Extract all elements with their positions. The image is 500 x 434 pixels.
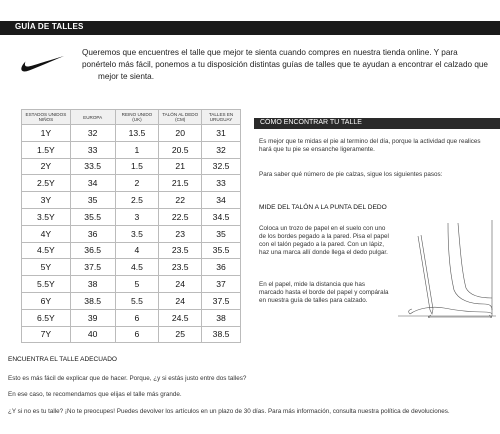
table-cell-eu-size: 32 bbox=[70, 125, 115, 142]
table-cell-eu-size: 34 bbox=[70, 175, 115, 192]
table-cell-eu-size: 35 bbox=[70, 192, 115, 209]
table-row bbox=[22, 208, 241, 225]
foot-measure-illustration bbox=[388, 218, 498, 318]
table-cell-us-size: 5.5Y bbox=[22, 276, 71, 293]
table-cell-us-size: 3Y bbox=[22, 192, 71, 209]
table-cell-eu-size: 35.5 bbox=[70, 208, 115, 225]
table-cell-uy-size: 38 bbox=[202, 309, 241, 326]
table-cell-eu-size: 38.5 bbox=[70, 292, 115, 309]
intro-text bbox=[82, 47, 492, 83]
how-to-paragraph: Para saber qué número de pie calzas, sigue los siguientes pasos: bbox=[259, 171, 443, 178]
table-cell-uk-size: 6 bbox=[115, 309, 159, 326]
table-cell-cm-size: 20 bbox=[159, 125, 202, 142]
table-cell-uy-size: 37.5 bbox=[202, 292, 241, 309]
table-cell-us-size: 4.5Y bbox=[22, 242, 71, 259]
table-cell-uk-size: 13.5 bbox=[115, 125, 159, 142]
table-cell-cm-size: 23 bbox=[159, 225, 202, 242]
table-cell-uy-size: 34.5 bbox=[202, 208, 241, 225]
table-row bbox=[22, 225, 241, 242]
table-cell-uk-size: 1.5 bbox=[115, 158, 159, 175]
table-cell-eu-size: 38 bbox=[70, 276, 115, 293]
table-cell-uy-size: 34 bbox=[202, 192, 241, 209]
table-cell-uk-size: 3 bbox=[115, 208, 159, 225]
table-cell-uy-size: 32.5 bbox=[202, 158, 241, 175]
table-cell-cm-size: 23.5 bbox=[159, 242, 202, 259]
table-cell-us-size: 6Y bbox=[22, 292, 71, 309]
table-cell-cm-size: 20.5 bbox=[159, 141, 202, 158]
table-cell-eu-size: 33 bbox=[70, 141, 115, 158]
table-cell-uk-size: 6 bbox=[115, 326, 159, 343]
table-cell-uk-size: 2.5 bbox=[115, 192, 159, 209]
bottom-text-line: ¿Y si no es tu talle? ¡No te preocupes! Puedes devolver los artículos en un plazo de 30 días. Para más información, consulta nuestra política de devoluciones. bbox=[8, 408, 450, 415]
table-cell-cm-size: 21.5 bbox=[159, 175, 202, 192]
table-cell-uy-size: 35 bbox=[202, 225, 241, 242]
table-cell-eu-size: 36 bbox=[70, 225, 115, 242]
table-cell-cm-size: 22.5 bbox=[159, 208, 202, 225]
table-cell-cm-size: 22 bbox=[159, 192, 202, 209]
table-cell-uk-size: 2 bbox=[115, 175, 159, 192]
intro-line: ponértelo más fácil, ponemos a tu disposición distintas guías de talles que te ayudan a encontrar el calzado que bbox=[82, 60, 488, 69]
table-cell-eu-size: 33.5 bbox=[70, 158, 115, 175]
size-table bbox=[21, 109, 241, 343]
table-row bbox=[22, 141, 241, 158]
intro-line: mejor te sienta. bbox=[98, 72, 154, 81]
table-row bbox=[22, 125, 241, 142]
column-header-cm: TALÓN AL DEDO (CM) bbox=[159, 110, 202, 125]
table-row bbox=[22, 326, 241, 343]
table-row bbox=[22, 242, 241, 259]
how-to-paragraph: Es mejor que te midas el pie al termino del día, porque la actividad que realices hará que tu pie se ensanche ligeramente. bbox=[259, 138, 481, 153]
how-to-paragraph: En el papel, mide la distancia que has marcado hasta el borde del papel y compárala en nuestra guía de talles para calzado. bbox=[259, 281, 389, 304]
table-cell-uy-size: 37 bbox=[202, 276, 241, 293]
measure-heading: MIDE DEL TALÓN A LA PUNTA DEL DEDO bbox=[259, 204, 387, 211]
table-cell-uk-size: 3.5 bbox=[115, 225, 159, 242]
table-header-row bbox=[22, 110, 241, 125]
table-cell-us-size: 2Y bbox=[22, 158, 71, 175]
table-cell-uy-size: 32 bbox=[202, 141, 241, 158]
how-to-header bbox=[254, 118, 500, 129]
table-cell-eu-size: 40 bbox=[70, 326, 115, 343]
table-cell-uk-size: 5.5 bbox=[115, 292, 159, 309]
table-cell-cm-size: 24.5 bbox=[159, 309, 202, 326]
table-cell-eu-size: 39 bbox=[70, 309, 115, 326]
how-to-title: CÓMO ENCONTRAR TU TALLE bbox=[260, 119, 362, 126]
table-row bbox=[22, 292, 241, 309]
table-cell-us-size: 1Y bbox=[22, 125, 71, 142]
column-header-us: ESTADOS UNIDOS NIÑOS bbox=[22, 110, 71, 125]
table-row bbox=[22, 158, 241, 175]
table-cell-cm-size: 23.5 bbox=[159, 259, 202, 276]
table-row bbox=[22, 192, 241, 209]
table-cell-us-size: 4Y bbox=[22, 225, 71, 242]
intro-line: Queremos que encuentres el talle que mejor te sienta cuando compres en nuestra tienda online. Y para bbox=[82, 48, 458, 57]
column-header-eu: EUROPA bbox=[70, 110, 115, 125]
table-cell-eu-size: 37.5 bbox=[70, 259, 115, 276]
table-cell-cm-size: 24 bbox=[159, 276, 202, 293]
table-cell-uy-size: 33 bbox=[202, 175, 241, 192]
how-to-paragraph: Coloca un trozo de papel en el suelo con uno de los bordes pegado a la pared. Pisa el papel con el talón pegado a la pared. Con un lápiz, haz una marca allí donde llega el dedo pulgar. bbox=[259, 225, 389, 256]
column-header-uy: TALLES EN URUGUAY bbox=[202, 110, 241, 125]
swoosh-logo bbox=[20, 55, 65, 73]
table-cell-us-size: 5Y bbox=[22, 259, 71, 276]
page-title: GUÍA DE TALLES bbox=[15, 22, 84, 31]
table-cell-us-size: 1.5Y bbox=[22, 141, 71, 158]
table-cell-uk-size: 1 bbox=[115, 141, 159, 158]
table-cell-uy-size: 38.5 bbox=[202, 326, 241, 343]
bottom-text-line: Esto es más fácil de explicar que de hacer. Porque, ¿y si estás justo entre dos talles? bbox=[8, 375, 247, 382]
table-cell-uy-size: 31 bbox=[202, 125, 241, 142]
table-cell-uk-size: 5 bbox=[115, 276, 159, 293]
table-cell-cm-size: 25 bbox=[159, 326, 202, 343]
table-cell-us-size: 2.5Y bbox=[22, 175, 71, 192]
bottom-text-line: En ese caso, te recomendamos que elijas el talle más grande. bbox=[8, 391, 182, 398]
table-cell-cm-size: 24 bbox=[159, 292, 202, 309]
header-bar bbox=[0, 21, 500, 35]
table-cell-us-size: 3.5Y bbox=[22, 208, 71, 225]
table-row bbox=[22, 259, 241, 276]
table-cell-uy-size: 35.5 bbox=[202, 242, 241, 259]
table-row bbox=[22, 309, 241, 326]
table-cell-cm-size: 21 bbox=[159, 158, 202, 175]
table-cell-uk-size: 4 bbox=[115, 242, 159, 259]
bottom-heading: ENCUENTRA EL TALLE ADECUADO bbox=[8, 356, 117, 363]
table-cell-us-size: 7Y bbox=[22, 326, 71, 343]
table-cell-us-size: 6.5Y bbox=[22, 309, 71, 326]
table-cell-eu-size: 36.5 bbox=[70, 242, 115, 259]
table-cell-uk-size: 4.5 bbox=[115, 259, 159, 276]
column-header-uk: REINO UNIDO (UK) bbox=[115, 110, 159, 125]
table-row bbox=[22, 175, 241, 192]
table-row bbox=[22, 276, 241, 293]
table-cell-uy-size: 36 bbox=[202, 259, 241, 276]
